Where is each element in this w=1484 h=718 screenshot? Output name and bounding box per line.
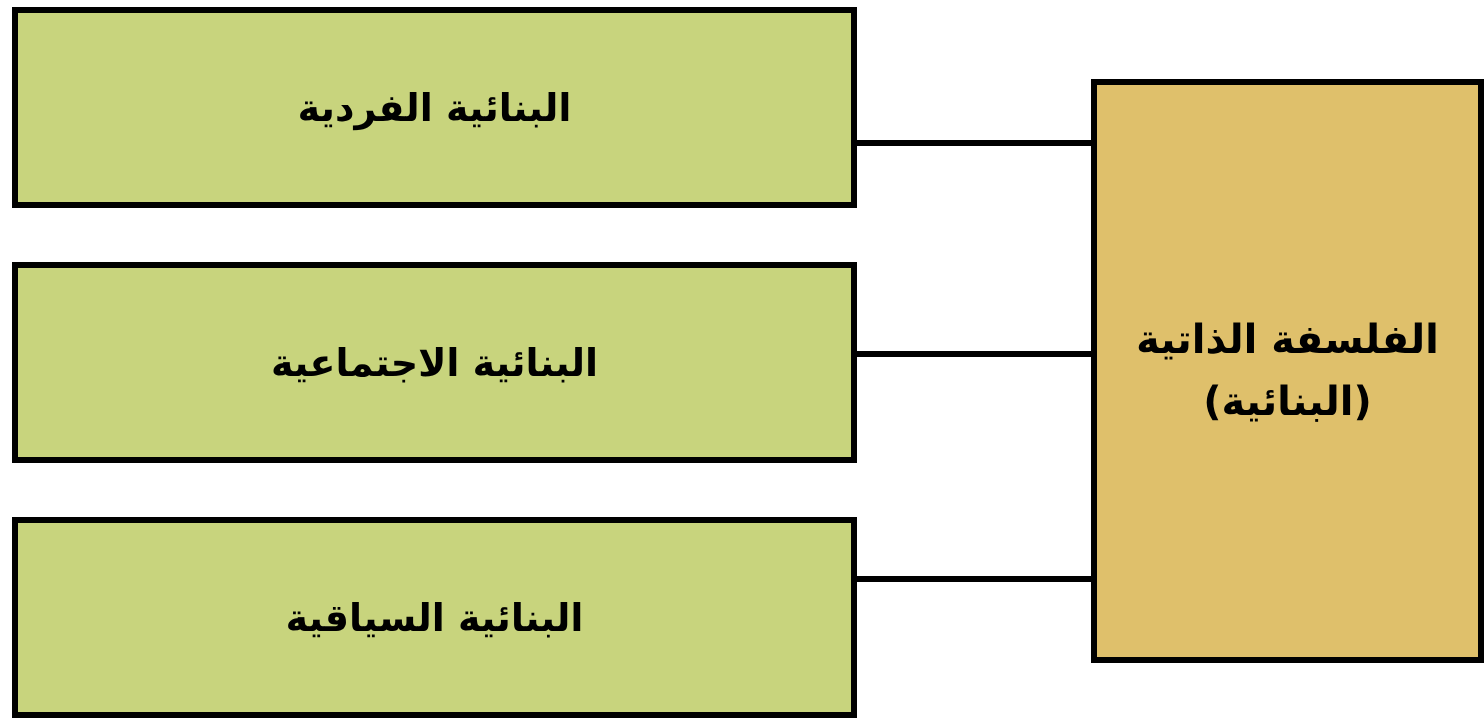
branch-box-individual-constructivism: [12, 7, 857, 208]
branch-box-contextual-constructivism: [12, 517, 857, 718]
branch-label-individual: البنائية الفردية: [297, 85, 572, 130]
root-box-subjective-philosophy: [1091, 79, 1484, 663]
connector-line-social: [851, 351, 1097, 357]
connector-line-individual: [851, 140, 1097, 146]
connector-line-contextual: [851, 576, 1097, 582]
branch-label-contextual: البنائية السياقية: [285, 595, 584, 640]
branch-label-social: البنائية الاجتماعية: [270, 340, 599, 385]
root-label-line1: الفلسفة الذاتية: [1136, 317, 1439, 363]
root-label-line2: (البنائية): [1203, 379, 1372, 425]
branch-box-social-constructivism: [12, 262, 857, 463]
